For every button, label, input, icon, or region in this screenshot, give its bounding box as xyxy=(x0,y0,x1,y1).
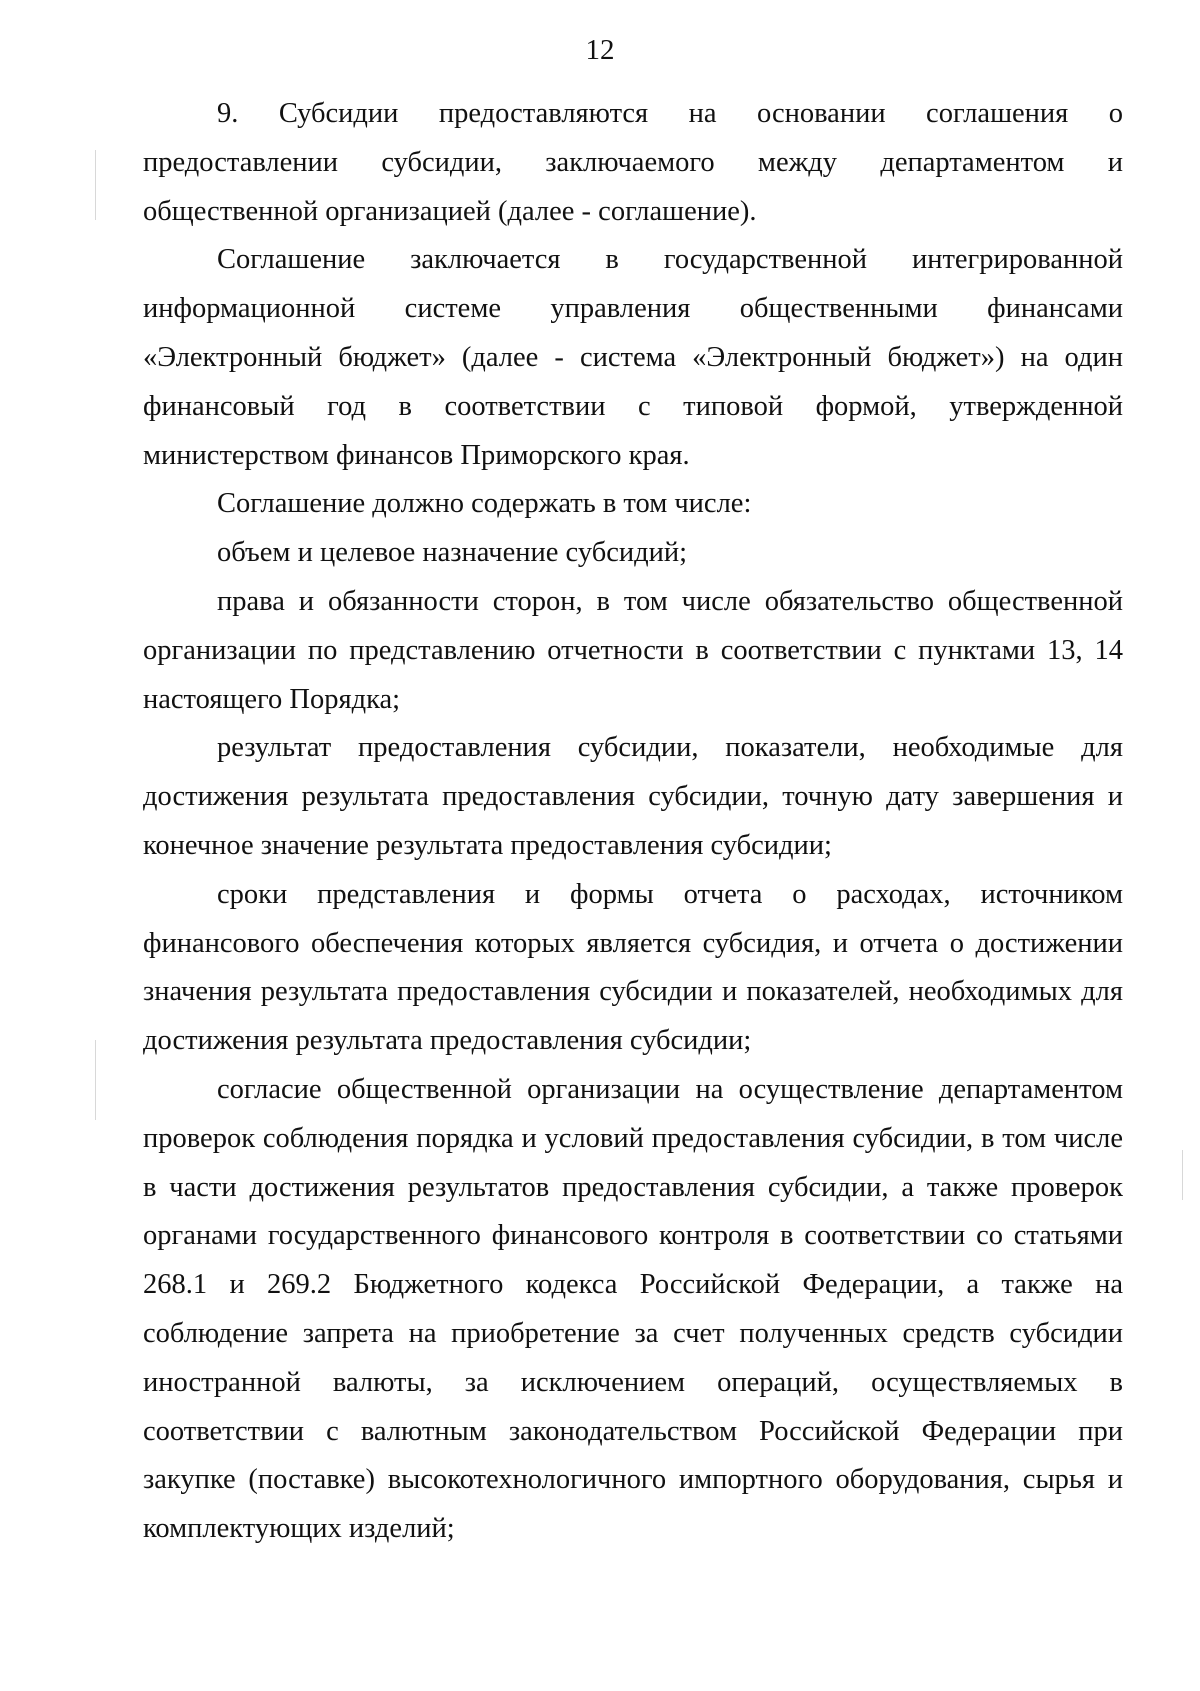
list-item-report-deadlines: сроки представления и формы отчета о расходах, источником финансового обеспечения которых является субсидия, и отчета о достижении значения результата предоставления субсидии и показателей, необходимых для достижения результата предоставления субсидии; xyxy=(143,878,1123,1057)
list-item-result-indicators: результат предоставления субсидии, показатели, необходимые для достижения результата предоставления субсидии, точную дату завершения и конечное значение результата предоставления субсидии; xyxy=(143,732,1123,861)
list-item-volume-purpose: объем и целевое назначение субсидий; xyxy=(217,537,688,569)
paragraph-agreement-system: Соглашение заключается в государственной интегрированной информационной системе управления общественными финансами «Электронный бюджет» (далее - система «Электронный бюджет») на один финансовый год в соответствии с типовой формой, утвержденной министерством финансов Приморского края. xyxy=(143,244,1123,471)
page-number: 12 xyxy=(585,34,615,66)
scan-margin-mark-left xyxy=(95,150,96,220)
list-item-rights-obligations: права и обязанности сторон, в том числе обязательство общественной организации по представлению отчетности в соответствии с пунктами 13, 14 настоящего Порядка; xyxy=(143,585,1123,715)
scan-margin-mark-left-lower xyxy=(95,1040,96,1120)
document-body xyxy=(143,90,1123,1554)
paragraph-agreement-contents-intro: Соглашение должно содержать в том числе: xyxy=(217,488,752,520)
paragraph-clause-9: 9. Субсидии предоставляются на основании соглашения о предоставлении субсидии, заключаемого между департаментом и общественной организацией (далее - соглашение). xyxy=(143,98,1123,227)
list-item-consent-inspections: согласие общественной организации на осуществление департаментом проверок соблюдения порядка и условий предоставления субсидии, в том числе в части достижения результатов предоставления субсидии, а также проверок органами государственного финансового контроля в соответствии со статьями 268.1 и 269.2 Бюджетного кодекса Российской Федерации, а также на соблюдение запрета на приобретение за счет полученных средств субсидии иностранной валюты, за исключением операций, осуществляемых в соответствии с валютным законодательством Российской Федерации при закупке (поставке) высокотехнологичного импортного оборудования, сырья и комплектующих изделий; xyxy=(143,1073,1123,1545)
scan-margin-mark-right xyxy=(1182,1150,1183,1200)
